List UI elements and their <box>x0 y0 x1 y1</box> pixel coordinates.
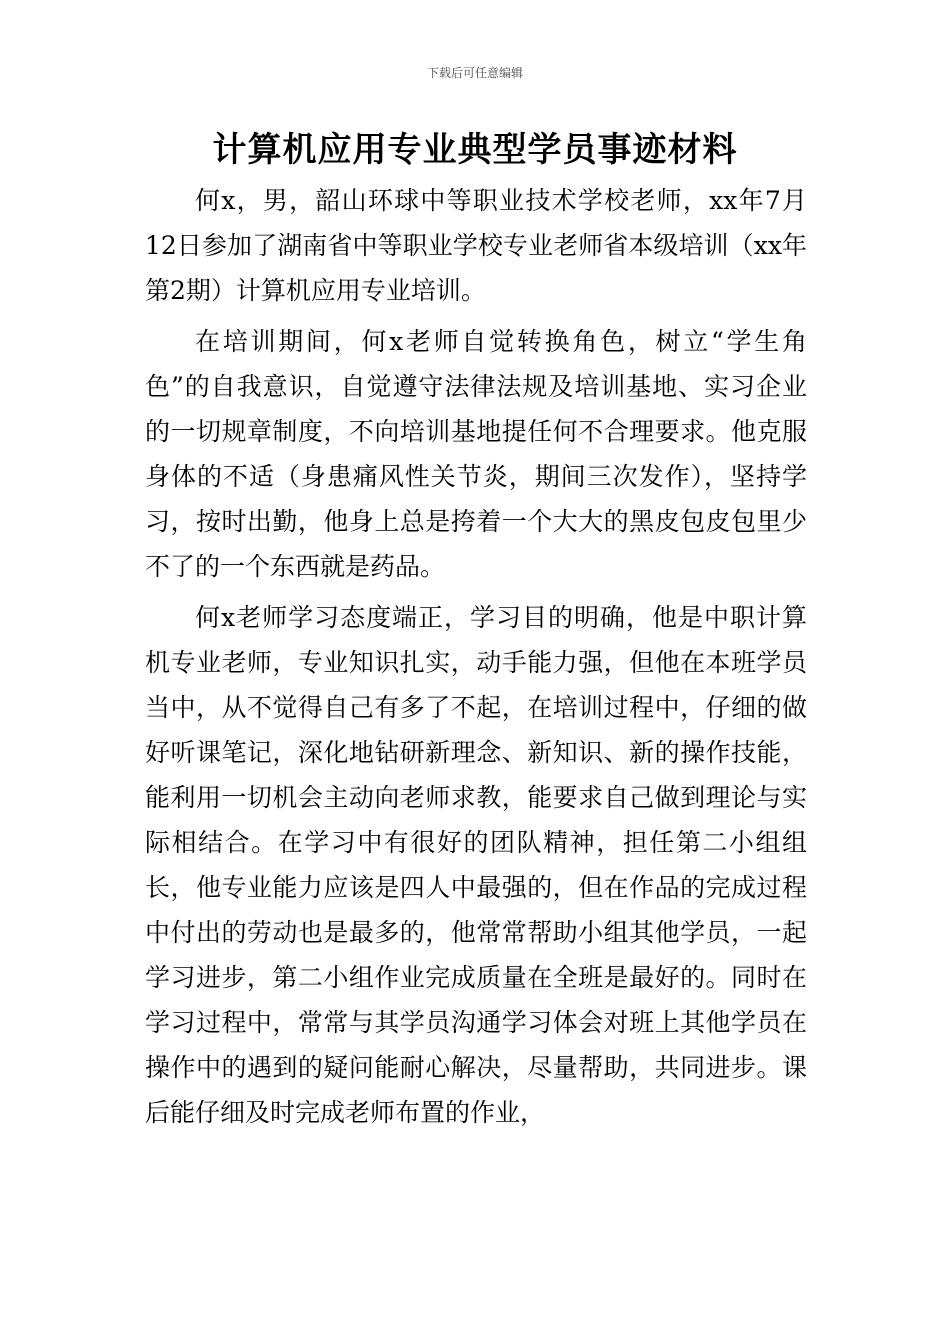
document-body <box>145 178 807 1135</box>
paragraph-training-attitude: 在培训期间，何x老师自觉转换角色，树立“学生角色”的自我意识，自觉遵守法律法规及培训基地、实习企业的一切规章制度，不向培训基地提任何不合理要求。他克服身体的不适（身患痛风性关节炎，期间三次发作），坚持学习，按时出勤，他身上总是挎着一个大大的黑皮包皮包里少不了的一个东西就是药品。 <box>145 327 807 581</box>
document-title: 计算机应用专业典型学员事迹材料 <box>212 130 738 170</box>
paragraph-intro: 何x，男，韶山环球中等职业技术学校老师，xx年7月12日参加了湖南省中等职业学校专业老师省本级培训（xx年第2期）计算机应用专业培训。 <box>145 186 807 305</box>
header-note: 下载后可任意编辑 <box>426 66 523 80</box>
paragraph-learning-performance: 何x老师学习态度端正，学习目的明确，他是中职计算机专业老师，专业知识扎实，动手能力强，但他在本班学员当中，从不觉得自己有多了不起，在培训过程中，仔细的做好听课笔记，深化地钻研新理念、新知识、新的操作技能，能利用一切机会主动向老师求教，能要求自己做到理论与实际相结合。在学习中有很好的团队精神，担任第二小组组长，他专业能力应该是四人中最强的，但在作品的完成过程中付出的劳动也是最多的，他常常帮助小组其他学员，一起学习进步，第二小组作业完成质量在全班是最好的。同时在学习过程中，常常与其学员沟通学习体会对班上其他学员在操作中的遇到的疑问能耐心解决，尽量帮助，共同进步。课后能仔细及时完成老师布置的作业， <box>145 603 807 1127</box>
